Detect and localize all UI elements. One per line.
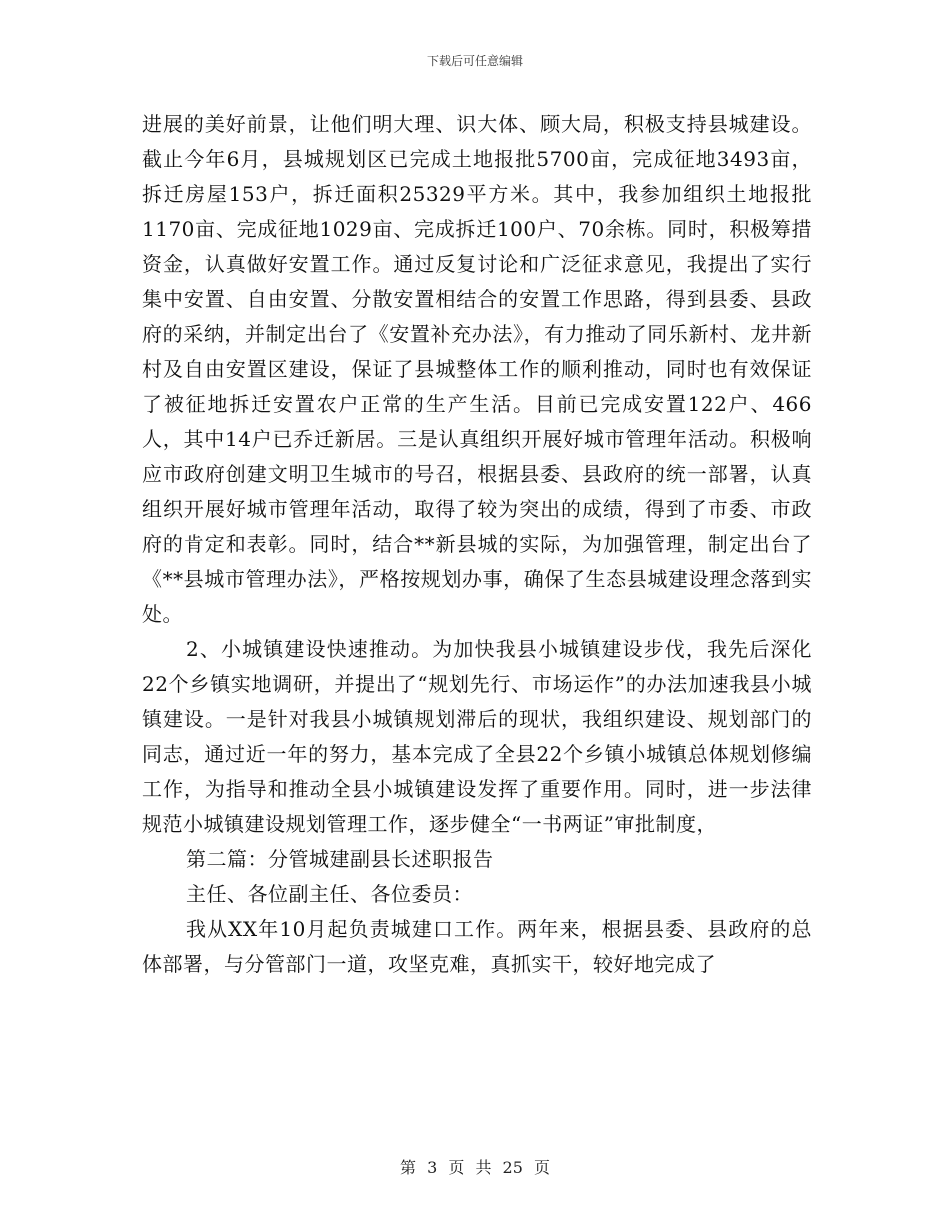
document-body bbox=[142, 107, 812, 982]
page-number: 第 3 页 共 25 页 bbox=[400, 1158, 550, 1177]
salutation: 主任、各位副主任、各位委员： bbox=[186, 882, 473, 906]
paragraph-small-town-construction: 2、小城镇建设快速推动。为加快我县小城镇建设步伐，我先后深化22个乡镇实地调研，并提出了“规划先行、市场运作”的办法加速我县小城镇建设。一是针对我县小城镇规划滞后的现状，我组织建设、规划部门的同志，通过近一年的努力，基本完成了全县22个乡镇小城镇总体规划修编工作，为指导和推动全县小城镇建设发挥了重要作用。同时，进一步法律规范小城镇建设规划管理工作，逐步健全“一书两证”审批制度， bbox=[142, 637, 812, 836]
paragraph-report-intro: 我从XX年10月起负责城建口工作。两年来，根据县委、县政府的总体部署，与分管部门一道，攻坚克难，真抓实干，较好地完成了 bbox=[142, 917, 812, 976]
section-heading: 第二篇：分管城建副县长述职报告 bbox=[186, 847, 494, 871]
paragraph-continuation: 进展的美好前景，让他们明大理、识大体、顾大局，积极支持县城建设。截止今年6月，县城规划区已完成土地报批5700亩，完成征地3493亩，拆迁房屋153户，拆迁面积25329平方米。其中，我参加组织土地报批1170亩、完成征地1029亩、完成拆迁100户、70余栋。同时，积极筹措资金，认真做好安置工作。通过反复讨论和广泛征求意见，我提出了实行集中安置、自由安置、分散安置相结合的安置工作思路，得到县委、县政府的采纳，并制定出台了《安置补充办法》，有力推动了同乐新村、龙井新村及自由安置区建设，保证了县城整体工作的顺利推动，同时也有效保证了被征地拆迁安置农户正常的生产生活。目前已完成安置122户、466人，其中14户已乔迁新居。三是认真组织开展好城市管理年活动。积极响应市政府创建文明卫生城市的号召，根据县委、县政府的统一部署，认真组织开展好城市管理年活动，取得了较为突出的成绩，得到了市委、市政府的肯定和表彰。同时，结合**新县城的实际，为加强管理，制定出台了《**县城市管理办法》，严格按规划办事，确保了生态县城建设理念落到实处。 bbox=[142, 112, 812, 626]
page-header: 下载后可任意编辑 bbox=[426, 54, 523, 68]
